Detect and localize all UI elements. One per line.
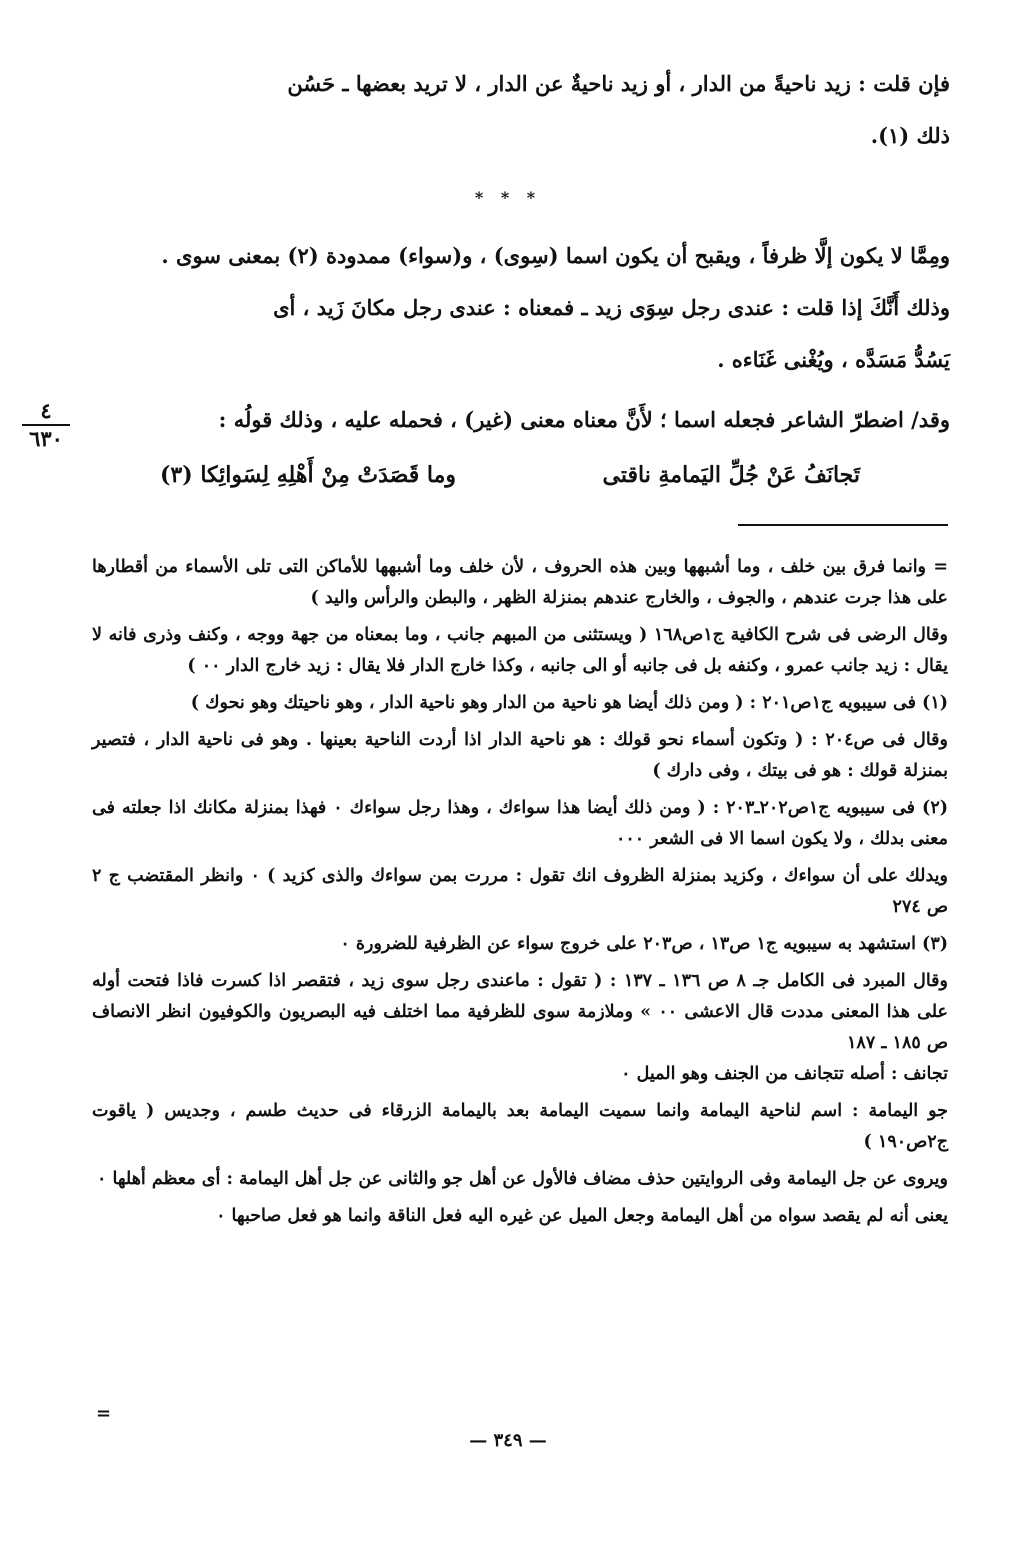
page-number: — ٣٤٩ — [469,1430,547,1451]
margin-reference-volume: ٤ [22,398,70,426]
footnote-paragraph: ويروى عن جل اليمامة وفى الروايتين حذف مضاف فالأول عن أهل جو والثانى عن جل أهل اليمامة : أى معظم أهلها ٠ [97,1169,948,1189]
paragraph-3 [80,394,950,446]
poetry-verse [160,462,860,488]
footnote-paragraph: وقال المبرد فى الكامل جـ ٨ ص ١٣٦ ـ ١٣٧ : ( تقول : ماعندى رجل سوى زيد ، فتقصر اذا كسرت فاذا فتحت أوله على هذا المعنى مددت قال الاعشى ٠٠ » وملازمة سوى للظرفية مما اختلف فيه البصريون والكوفيون انظر الانصاف ص ١٨٥ ـ ١٨٧ [92,971,949,1053]
paragraph-3-line-1: وقد/ اضطرّ الشاعر فجعله اسما ؛ لأَنَّ معناه معنى (غير) ، فحمله عليه ، وذلك قولُه : [218,407,950,432]
footnote-paragraph: جو اليمامة : اسم لناحية اليمامة وانما سميت اليمامة بعد باليمامة الزرقاء فى حديث طسم ، وجديس ( ياقوت ج٢ص١٩٠ ) [92,1101,948,1152]
footnote-paragraph: تجانف : أصله تتجانف من الجنف وهو الميل ٠ [621,1064,948,1084]
footnote-paragraph: ويدلك على أن سواءك ، وكزيد بمنزلة الظروف انك تقول : مررت بمن سواءك والذى كزيد ) ٠ وانظر المقتضب ج ٢ ص ٢٧٤ [92,866,949,917]
paragraph-2-line-1: ومِمَّا لا يكون إلَّا ظرفاً ، ويقبح أن يكون اسما (سِوى) ، و(سواء) ممدودة (٢) بمعنى سوى . [161,243,950,268]
footnote-divider [738,524,948,526]
footnotes [92,552,948,1232]
footnote-1: (١) فى سيبويه ج١ص٢٠١ : ( ومن ذلك أيضا هو ناحية من الدار وهو ناحية الدار ، وهو ناحيتك وهو نحوك ) [190,693,948,713]
footnote-2: (٢) فى سيبويه ج١ص٢٠٢ـ٢٠٣ : ( ومن ذلك أيضا هذا سواءك ، وهذا رجل سواءك ٠ فهذا بمنزلة مكانك اذا جعلته فى معنى بدلك ، ولا يكون اسما الا فى الشعر ٠٠٠ [92,798,948,849]
section-separator: * * * [474,188,542,207]
margin-page-reference [14,398,78,452]
paragraph-2-line-2: وذلك أَنَّكَ إذا قلت : عندى رجل سِوَى زيد ـ فمعناه : عندى رجل مكانَ زَيد ، أى [273,295,950,320]
paragraph-1-line-1: فإن قلت : زيد ناحيةً من الدار ، أو زيد ناحيةٌ عن الدار ، لا تريد بعضها ـ حَسُن [287,71,950,96]
paragraph-1 [80,58,950,162]
margin-reference-page: ٦٣٠ [29,426,63,451]
continuation-mark: = [96,1403,112,1424]
footnote-paragraph: وقال الرضى فى شرح الكافية ج١ص١٦٨ ( ويستثنى من المبهم جانب ، وما بمعناه من جهة ووجه ، وكنف وذرى فانه لا يقال : زيد جانب عمرو ، وكنفه بل فى جانبه أو الى جانبه ، وكذا خارج الدار فلا يقال : زيد خارج الدار ٠٠ ) [92,625,948,676]
footnote-continuation: = وانما فرق بين خلف ، وما أشبهها وبين هذه الحروف ، لأن خلف وما أشبهها للأماكن التى تلى الأسماء من أقطارها على هذا جرت عندهم ، والجوف ، والخارج عندهم بمنزلة الظهر ، والبطن والرأس واليد ) [92,557,948,608]
footnote-3: (٣) استشهد به سيبويه ج١ ص١٣ ، ص٢٠٣ على خروج سواء عن الظرفية للضرورة ٠ [340,934,948,954]
paragraph-1-line-2: ذلك (١). [870,123,950,148]
verse-second-hemistich: وما قَصَدَتْ مِنْ أَهْلِهِ لِسَوائِكا (٣) [160,462,457,488]
verse-first-hemistich: تَجانَفُ عَنْ جُلِّ اليَمامةِ ناقتى [602,462,860,488]
footnote-paragraph: وقال فى ص٢٠٤ : ( وتكون أسماء نحو قولك : هو ناحية الدار اذا أردت الناحية بعينها . وهو فى ناحية الدار ، فتصير بمنزلة قولك : هو فى بيتك ، وفى دارك ) [92,730,948,781]
footnote-paragraph: يعنى أنه لم يقصد سواه من أهل اليمامة وجعل الميل عن غيره اليه فعل الناقة وانما هو فعل صاحبها ٠ [216,1206,948,1226]
paragraph-2 [80,230,950,386]
paragraph-2-line-3: يَسُدُّ مَسَدَّه ، ويُغْنى غَنَاءه . [717,347,950,372]
